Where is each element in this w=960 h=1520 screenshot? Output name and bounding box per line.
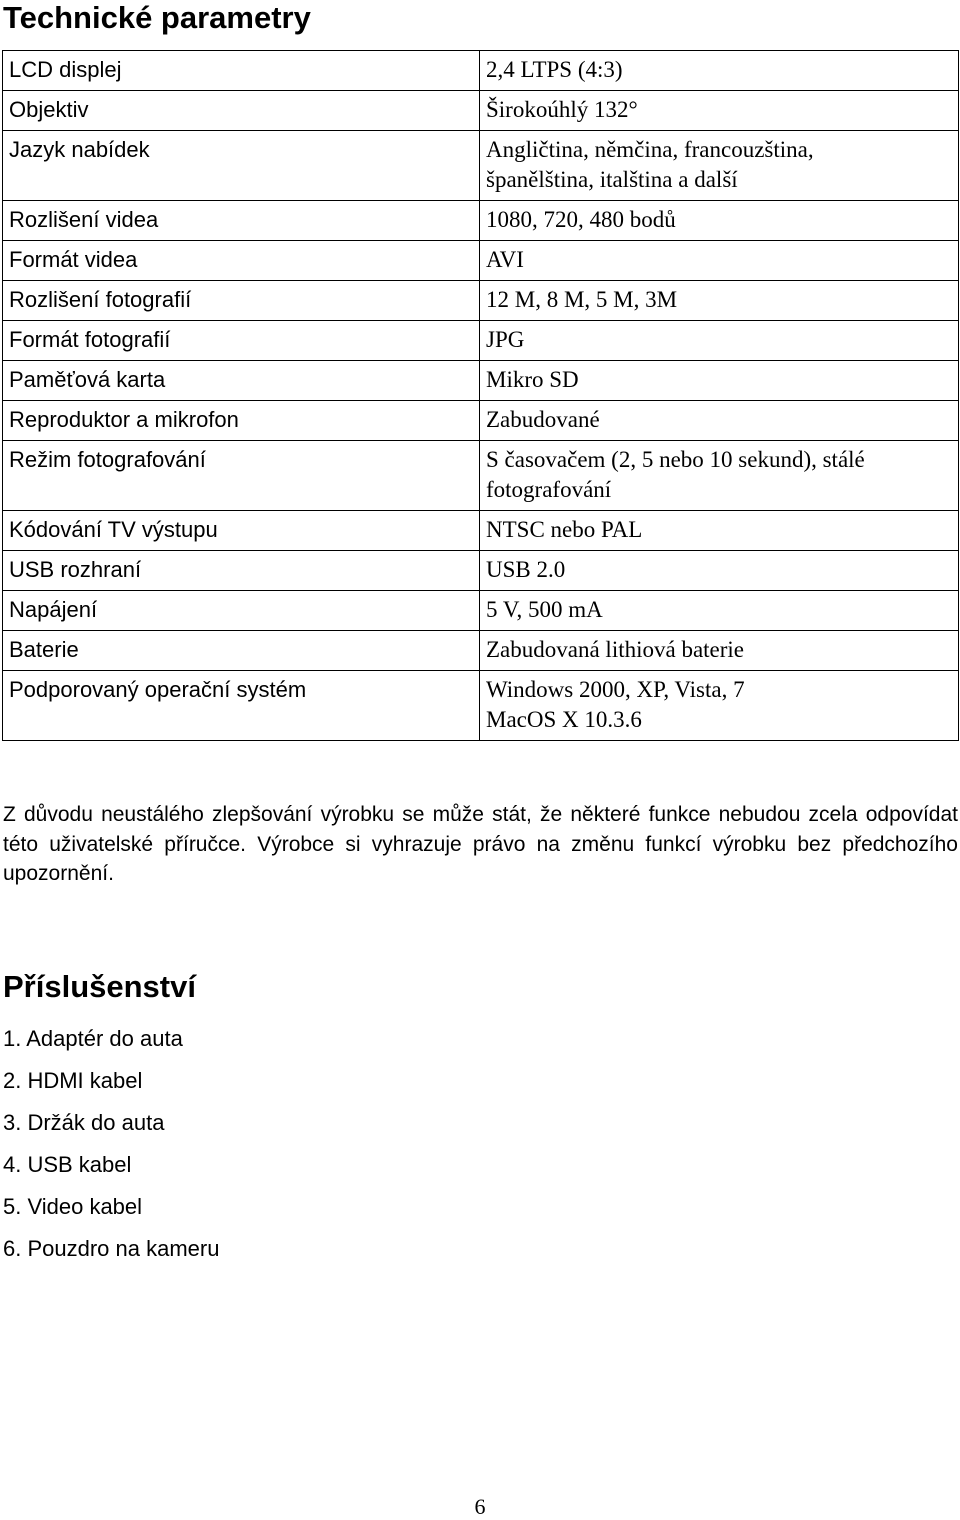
spec-value [480,671,959,741]
spec-row [3,401,959,441]
spec-label: Režim fotografování [3,441,480,511]
spec-table [2,50,959,741]
accessories-heading: Příslušenství [3,969,196,1004]
spec-value [480,201,959,241]
spec-row [3,201,959,241]
spec-row [3,441,959,511]
spec-row [3,361,959,401]
spec-row [3,51,959,91]
spec-value-line: Zabudovaná lithiová baterie [486,637,745,662]
spec-value-line: MacOS X 10.3.6 [486,707,642,732]
spec-label: Jazyk nabídek [3,131,480,201]
spec-value-line: Širokoúhlý 132° [486,97,638,122]
spec-value-line: 2,4 LTPS (4:3) [486,57,623,82]
spec-value-line: S časovačem (2, 5 nebo 10 sekund), stálé [486,447,865,472]
accessories-list [3,1018,219,1270]
spec-label: Reproduktor a mikrofon [3,401,480,441]
spec-row [3,631,959,671]
spec-value [480,91,959,131]
spec-row [3,551,959,591]
disclaimer-paragraph: Z důvodu neustálého zlepšování výrobku se může stát, že některé funkce nebudou zcela odpovídat této uživatelské příručce. Výrobce si vyhrazuje právo na změnu funkcí výrobku bez předchozího upozornění. [3,803,958,885]
spec-value [480,131,959,201]
spec-value [480,511,959,551]
spec-value-line: AVI [486,247,524,272]
spec-value [480,591,959,631]
spec-label: Podporovaný operační systém [3,671,480,741]
spec-value [480,281,959,321]
accessory-item: 3. Držák do auta [3,1110,165,1135]
page-number: 6 [474,1494,486,1519]
spec-value-line: NTSC nebo PAL [486,517,643,542]
spec-value-line: USB 2.0 [486,557,566,582]
spec-value [480,321,959,361]
spec-value-line: Mikro SD [486,367,579,392]
spec-value-line: Angličtina, němčina, francouzština, [486,137,814,162]
spec-value [480,631,959,671]
accessory-item: 4. USB kabel [3,1152,132,1177]
spec-row [3,321,959,361]
spec-value [480,51,959,91]
spec-label: Kódování TV výstupu [3,511,480,551]
spec-label: Formát videa [3,241,480,281]
spec-row [3,91,959,131]
accessory-item: 6. Pouzdro na kameru [3,1236,220,1261]
spec-value [480,361,959,401]
spec-value [480,401,959,441]
spec-row [3,241,959,281]
spec-label: Objektiv [3,91,480,131]
accessory-item: 1. Adaptér do auta [3,1026,183,1051]
spec-label: Paměťová karta [3,361,480,401]
accessory-item: 2. HDMI kabel [3,1068,143,1093]
spec-row [3,591,959,631]
spec-value-line: fotografování [486,477,612,502]
spec-row [3,671,959,741]
spec-row [3,131,959,201]
spec-value [480,441,959,511]
spec-value-line: 1080, 720, 480 bodů [486,207,676,232]
spec-value-line: 5 V, 500 mA [486,597,603,622]
spec-table-body [3,51,959,741]
spec-label: Napájení [3,591,480,631]
spec-value [480,551,959,591]
spec-value-line: Zabudované [486,407,600,432]
spec-label: LCD displej [3,51,480,91]
spec-label: Rozlišení videa [3,201,480,241]
spec-label: Rozlišení fotografií [3,281,480,321]
spec-row [3,511,959,551]
spec-value-line: JPG [486,327,525,352]
spec-label: Formát fotografií [3,321,480,361]
spec-value-line: španělština, italština a další [486,167,738,192]
spec-value-line: Windows 2000, XP, Vista, 7 [486,677,745,702]
spec-label: Baterie [3,631,480,671]
spec-heading: Technické parametry [3,0,311,35]
accessory-item: 5. Video kabel [3,1194,143,1219]
spec-value-line: 12 M, 8 M, 5 M, 3M [486,287,678,312]
spec-row [3,281,959,321]
spec-value [480,241,959,281]
spec-label: USB rozhraní [3,551,480,591]
